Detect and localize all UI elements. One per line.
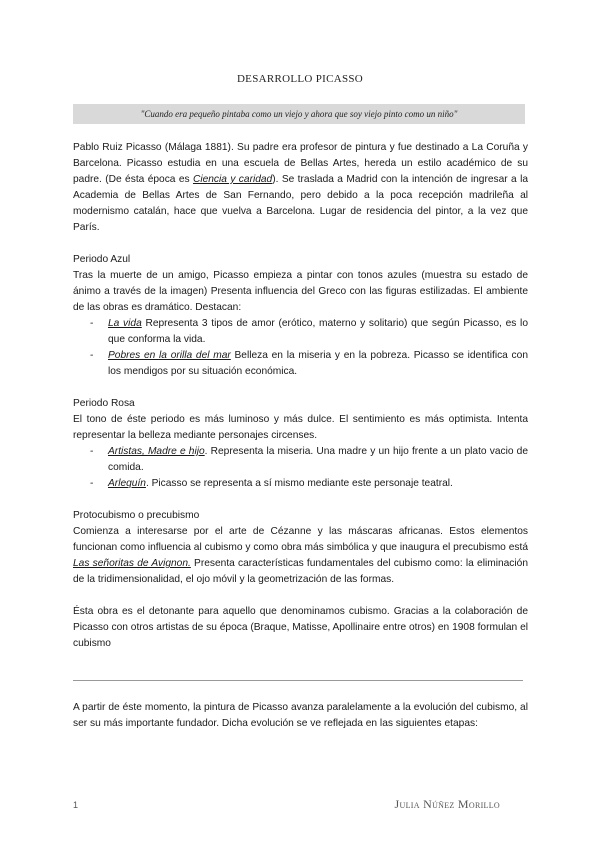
intro-text-1: Pablo Ruiz Picasso (Málaga 1881). Su padre era profesor de pintura y fue destinado a La Coruña y Barcelona. Picasso estudia en una escuela de Bellas Artes, hereda un estilo académico de su padre. (De ésta época es (73, 142, 528, 185)
artwork-desc: . Picasso se representa a sí mismo mediante este personaje teatral. (145, 478, 453, 489)
artwork-desc: Representa 3 tipos de amor (erótico, materno y solitario) que según Picasso, es lo que conforma la vida. (108, 318, 528, 345)
heading-periodo-azul: Periodo Azul (73, 254, 131, 265)
intro-paragraph (73, 140, 528, 236)
artwork-senoritas-de-avignon: Las señoritas de Avignon. (73, 558, 191, 569)
list-item (73, 476, 528, 492)
quote-text: "Cuando era pequeño pintaba como un viejo y ahora que soy viejo pinto como un niño" (140, 109, 458, 119)
main-content (73, 140, 528, 652)
periodo-rosa-text: El tono de éste periodo es más luminoso y más dulce. El sentimiento es más optimista. Intenta representar la belleza mediante personajes circenses. (73, 414, 528, 441)
quote-banner (73, 104, 525, 124)
protocubismo-text-1: Comienza a interesarse por el arte de Cézanne y las máscaras africanas. Estos elementos funcionan como influencia al cubismo y como obra más simbólica y que inaugura el precubismo está (73, 526, 528, 553)
artwork-title: Arlequín (108, 478, 146, 489)
protocubismo-text-2: Presenta características fundamentales del cubismo como: la eliminación de la tridimensionalidad, el ojo móvil y la geometrización de las formas. (73, 558, 528, 585)
artwork-ciencia-y-caridad: Ciencia y caridad (192, 174, 273, 185)
artwork-desc: . Representa la miseria. Una madre y un hijo frente a un plato vacio de comida. (108, 446, 528, 473)
author-name: Julia Núñez Morillo (394, 797, 500, 811)
heading-periodo-rosa: Periodo Rosa (73, 398, 135, 409)
page-number: 1 (73, 800, 79, 810)
intro-text-2: ). Se traslada a Madrid con la intención de ingresar a la Academia de Bellas Artes de San Fernando, pero debido a la poca recepción madrileña al modernismo catalán, hace que vuelva a Barcelona. Lugar de residencia del pintor, a la vez que París. (73, 174, 529, 233)
list-item (73, 316, 528, 348)
horizontal-divider (73, 680, 523, 681)
closing-paragraph: Ésta obra es el detonante para aquello que denominamos cubismo. Gracias a la colaboración de Picasso con otros artistas de su época (Braque, Matisse, Apollinaire entre otros) en 1908 formulan el cubismo (73, 606, 528, 649)
periodo-rosa-list (73, 444, 528, 492)
artwork-title: Artistas, Madre e hijo (108, 446, 205, 457)
heading-protocubismo: Protocubismo o precubismo (73, 510, 200, 521)
list-item (73, 348, 528, 380)
evolution-paragraph: A partir de éste momento, la pintura de Picasso avanza paralelamente a la evolución del cubismo, al ser su más importante fundador. Dicha evolución se ve reflejada en las siguientes etapas: (73, 702, 528, 729)
periodo-azul-list (73, 316, 528, 380)
artwork-title: Pobres en la orilla del mar (108, 350, 231, 361)
protocubismo-text (73, 524, 528, 588)
artwork-title: La vida (108, 318, 142, 329)
document-title: DESARROLLO PICASSO (236, 73, 364, 85)
periodo-azul-text: Tras la muerte de un amigo, Picasso empieza a pintar con tonos azules (muestra su estado de ánimo a través de la imagen) Presenta influencia del Greco con las figuras estilizadas. El ambiente de las obras es dramático. Destacan: (73, 270, 528, 313)
list-item (73, 444, 528, 476)
artwork-desc: Belleza en la miseria y en la pobreza. Picasso se identifica con los mendigos por su situación económica. (108, 350, 528, 377)
